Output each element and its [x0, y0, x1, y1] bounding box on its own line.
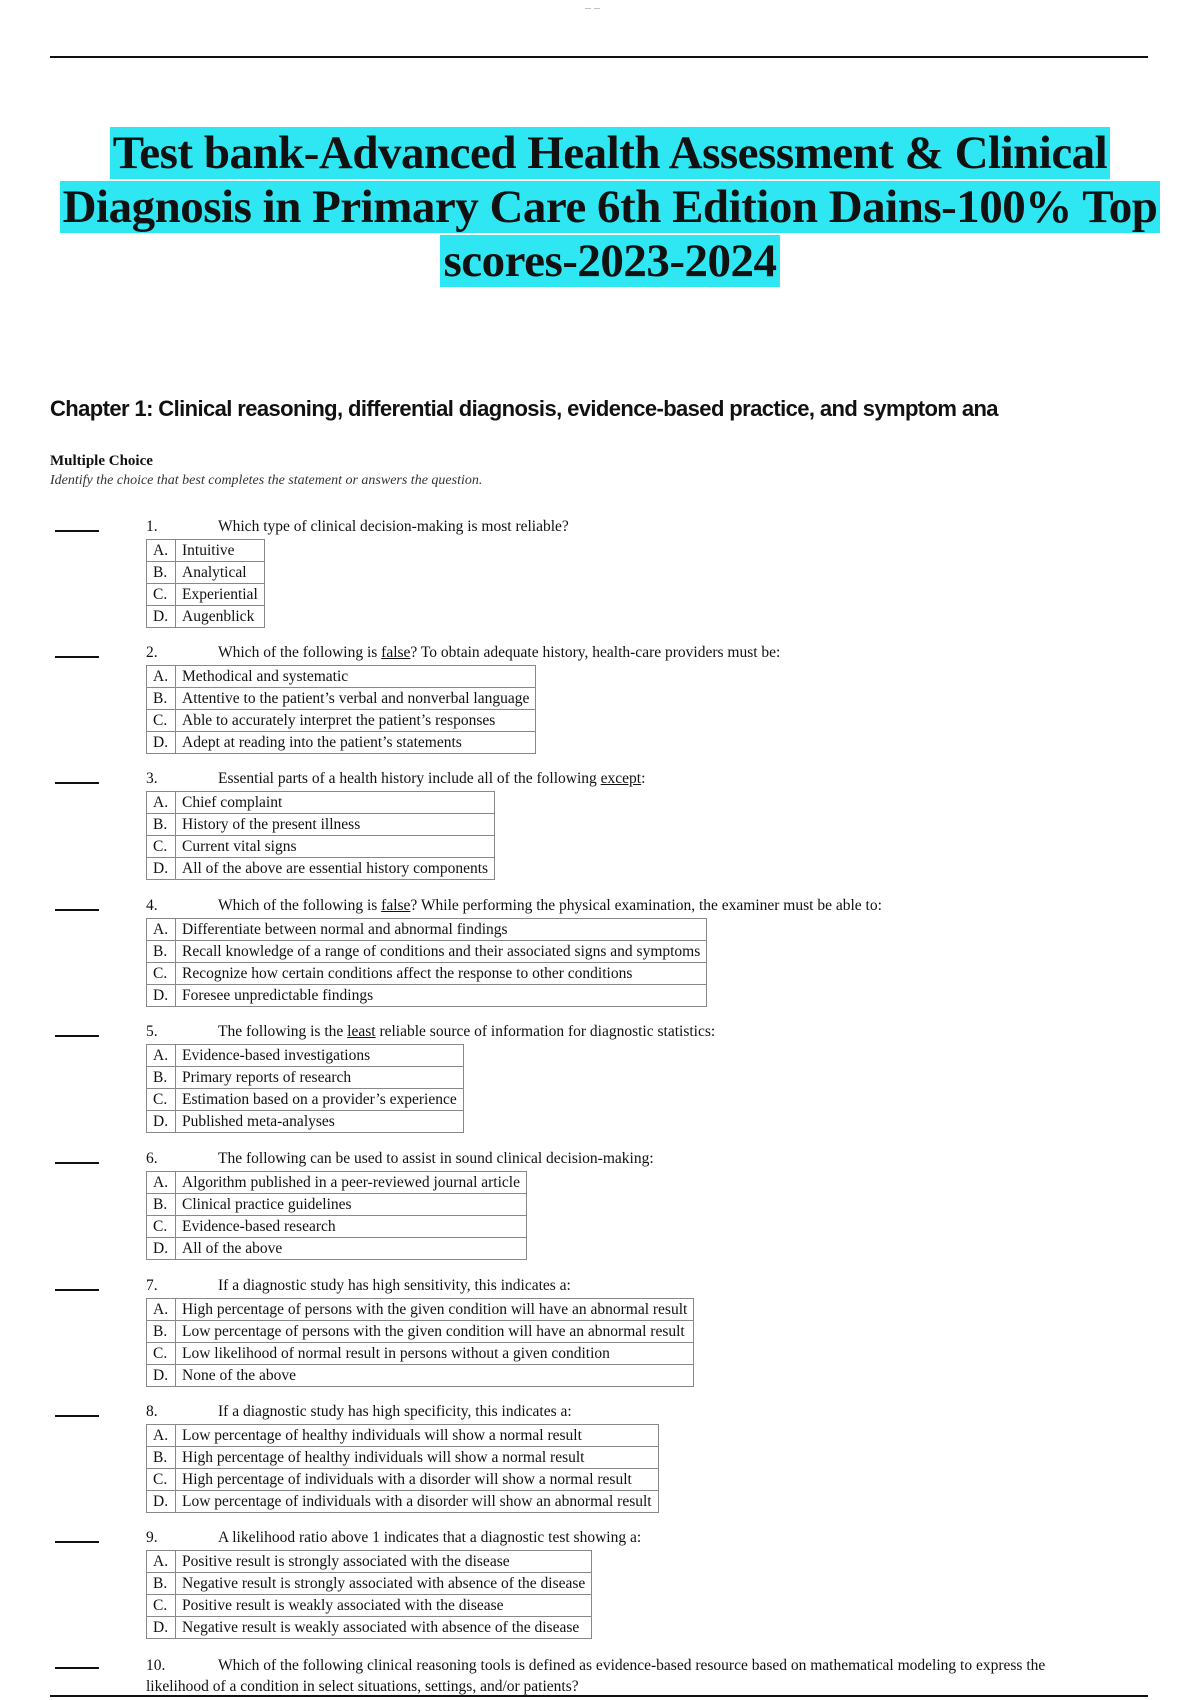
option-row[interactable] — [147, 732, 536, 754]
option-row[interactable] — [147, 1491, 659, 1513]
answer-blank[interactable] — [55, 782, 99, 784]
options-table — [146, 791, 495, 880]
option-text: Positive result is weakly associated with the disease — [176, 1595, 592, 1617]
question-text-part: Which type of clinical decision-making is most reliable? — [218, 518, 569, 535]
option-row[interactable] — [147, 1551, 592, 1573]
option-letter: A. — [147, 792, 176, 814]
title-line-3: scores-2023-2024 — [440, 235, 779, 287]
document-title — [40, 126, 1180, 288]
option-letter: D. — [147, 858, 176, 880]
option-text: Published meta-analyses — [176, 1111, 464, 1133]
option-text: Low percentage of persons with the given condition will have an abnormal result — [176, 1321, 694, 1343]
option-row[interactable] — [147, 963, 707, 985]
option-text: Foresee unpredictable findings — [176, 985, 707, 1007]
emphasis-word: least — [347, 1023, 376, 1040]
question-stem — [146, 518, 569, 536]
options-table — [146, 539, 265, 628]
question-number: 8. — [146, 1403, 158, 1420]
option-text: Current vital signs — [176, 836, 495, 858]
option-row[interactable] — [147, 1111, 464, 1133]
answer-blank[interactable] — [55, 909, 99, 911]
options-table — [146, 1298, 694, 1387]
question-text — [218, 518, 569, 535]
option-letter: B. — [147, 941, 176, 963]
emphasis-word: except — [600, 770, 642, 787]
option-row[interactable] — [147, 710, 536, 732]
option-row[interactable] — [147, 858, 495, 880]
option-letter: A. — [147, 1299, 176, 1321]
option-row[interactable] — [147, 1469, 659, 1491]
option-text: Low percentage of individuals with a disorder will show an abnormal result — [176, 1491, 659, 1513]
option-text: All of the above — [176, 1238, 527, 1260]
options-table — [146, 1424, 659, 1513]
question-text — [218, 1277, 571, 1294]
option-letter: A. — [147, 1172, 176, 1194]
option-text: Estimation based on a provider’s experience — [176, 1089, 464, 1111]
question-number: 6. — [146, 1150, 158, 1167]
option-row[interactable] — [147, 666, 536, 688]
question-number: 1. — [146, 518, 158, 535]
options-table — [146, 1044, 464, 1133]
question-stem — [146, 1277, 571, 1295]
option-row[interactable] — [147, 1045, 464, 1067]
question-text — [218, 1403, 572, 1420]
emphasis-word: false — [381, 644, 411, 661]
question-text-part: Which of the following is — [218, 644, 382, 661]
question-number: 2. — [146, 644, 158, 661]
option-text: Chief complaint — [176, 792, 495, 814]
option-text: Intuitive — [176, 540, 265, 562]
option-row[interactable] — [147, 1216, 527, 1238]
option-row[interactable] — [147, 1238, 527, 1260]
option-letter: C. — [147, 1595, 176, 1617]
question-text — [218, 1529, 641, 1546]
option-text: All of the above are essential history components — [176, 858, 495, 880]
question-text — [218, 897, 882, 914]
question-number: 7. — [146, 1277, 158, 1294]
option-text: High percentage of healthy individuals will show a normal result — [176, 1447, 659, 1469]
option-row[interactable] — [147, 1573, 592, 1595]
option-text: Attentive to the patient’s verbal and nonverbal language — [176, 688, 536, 710]
option-text: Clinical practice guidelines — [176, 1194, 527, 1216]
question-text-part: : — [641, 770, 646, 787]
title-line-1: Test bank-Advanced Health Assessment & Clinical — [110, 127, 1111, 179]
instructions: Identify the choice that best completes the statement or answers the question. — [50, 473, 483, 488]
option-text: Evidence-based investigations — [176, 1045, 464, 1067]
question-text-part: Essential parts of a health history include all of the following — [218, 770, 601, 787]
option-text: Recognize how certain conditions affect the response to other conditions — [176, 963, 707, 985]
option-row[interactable] — [147, 814, 495, 836]
option-letter: D. — [147, 1617, 176, 1639]
options-table — [146, 665, 536, 754]
top-rule — [50, 56, 1148, 58]
option-letter: C. — [147, 836, 176, 858]
option-letter: D. — [147, 985, 176, 1007]
option-letter: D. — [147, 606, 176, 628]
question-stem — [146, 897, 882, 915]
option-row[interactable] — [147, 792, 495, 814]
question-text-part: The following is the — [218, 1023, 348, 1040]
option-letter: C. — [147, 710, 176, 732]
question-number: 3. — [146, 770, 158, 787]
options-table — [146, 1550, 592, 1639]
option-text: Primary reports of research — [176, 1067, 464, 1089]
option-row[interactable] — [147, 1617, 592, 1639]
chapter-heading: Chapter 1: Clinical reasoning, differential diagnosis, evidence-based practice, and symptom ana — [50, 396, 998, 421]
option-row[interactable] — [147, 1595, 592, 1617]
option-row[interactable] — [147, 1425, 659, 1447]
question-text-part: If a diagnostic study has high specificity, this indicates a: — [218, 1403, 572, 1420]
option-row[interactable] — [147, 584, 265, 606]
question-text: Which of the following clinical reasoning tools is defined as evidence-based resource based on mathematical modeling to express the likelihood of a condition in select situations, settings, and/or patients? — [146, 1657, 1046, 1695]
question-text-part: reliable source of information for diagnostic statistics: — [375, 1023, 716, 1040]
option-text: Low likelihood of normal result in persons without a given condition — [176, 1343, 694, 1365]
header-mark: – – — [585, 0, 600, 14]
question-text — [218, 770, 645, 787]
option-letter: D. — [147, 1491, 176, 1513]
question-stem — [146, 1023, 715, 1041]
option-row[interactable] — [147, 606, 265, 628]
option-letter: D. — [147, 1238, 176, 1260]
question-number: 5. — [146, 1023, 158, 1040]
option-letter: C. — [147, 1216, 176, 1238]
question-text-part: The following can be used to assist in sound clinical decision-making: — [218, 1150, 654, 1167]
option-row[interactable] — [147, 985, 707, 1007]
question-text-part: ? While performing the physical examination, the examiner must be able to: — [410, 897, 882, 914]
answer-blank[interactable] — [55, 1035, 99, 1037]
question-text — [218, 1023, 715, 1040]
option-text: Algorithm published in a peer-reviewed journal article — [176, 1172, 527, 1194]
option-letter: A. — [147, 666, 176, 688]
option-row[interactable] — [147, 688, 536, 710]
option-text: Recall knowledge of a range of conditions and their associated signs and symptoms — [176, 941, 707, 963]
question-text-part: A likelihood ratio above 1 indicates that a diagnostic test showing a: — [218, 1529, 642, 1546]
question-text — [218, 644, 780, 661]
option-letter: A. — [147, 1045, 176, 1067]
question-number: 9. — [146, 1529, 158, 1546]
option-row[interactable] — [147, 1299, 694, 1321]
option-text: None of the above — [176, 1365, 694, 1387]
option-letter: A. — [147, 540, 176, 562]
question-stem — [146, 1529, 641, 1547]
option-letter: A. — [147, 919, 176, 941]
question-number: 10. — [146, 1657, 166, 1674]
question-stem — [146, 770, 645, 788]
answer-blank[interactable] — [55, 1415, 99, 1417]
option-letter: B. — [147, 688, 176, 710]
answer-blank[interactable] — [55, 1541, 99, 1543]
option-text: Augenblick — [176, 606, 265, 628]
option-text: History of the present illness — [176, 814, 495, 836]
answer-blank[interactable] — [55, 530, 99, 532]
answer-blank[interactable] — [55, 656, 99, 658]
options-table — [146, 918, 707, 1007]
option-text: Positive result is strongly associated with the disease — [176, 1551, 592, 1573]
option-text: Analytical — [176, 562, 265, 584]
option-text: Methodical and systematic — [176, 666, 536, 688]
option-letter: B. — [147, 562, 176, 584]
question-number: 4. — [146, 897, 158, 914]
answer-blank[interactable] — [55, 1162, 99, 1164]
option-text: Experiential — [176, 584, 265, 606]
option-row[interactable] — [147, 941, 707, 963]
option-text: Adept at reading into the patient’s statements — [176, 732, 536, 754]
option-row[interactable] — [147, 1365, 694, 1387]
answer-blank[interactable] — [55, 1667, 99, 1669]
option-row[interactable] — [147, 1089, 464, 1111]
option-text: Low percentage of healthy individuals will show a normal result — [176, 1425, 659, 1447]
option-row[interactable] — [147, 1194, 527, 1216]
option-letter: A. — [147, 1425, 176, 1447]
option-letter: D. — [147, 732, 176, 754]
option-row[interactable] — [147, 1447, 659, 1469]
options-table — [146, 1171, 527, 1260]
option-text: High percentage of individuals with a disorder will show a normal result — [176, 1469, 659, 1491]
option-row[interactable] — [147, 1172, 527, 1194]
option-letter: B. — [147, 1067, 176, 1089]
option-text: Differentiate between normal and abnormal findings — [176, 919, 707, 941]
option-letter: B. — [147, 1194, 176, 1216]
option-letter: D. — [147, 1111, 176, 1133]
option-row[interactable] — [147, 836, 495, 858]
question-stem — [146, 1403, 572, 1421]
option-letter: B. — [147, 1447, 176, 1469]
question-text — [218, 1150, 654, 1167]
option-row[interactable] — [147, 1321, 694, 1343]
option-text: High percentage of persons with the given condition will have an abnormal result — [176, 1299, 694, 1321]
option-text: Able to accurately interpret the patient’s responses — [176, 710, 536, 732]
option-letter: C. — [147, 1343, 176, 1365]
option-letter: A. — [147, 1551, 176, 1573]
option-letter: B. — [147, 814, 176, 836]
option-letter: B. — [147, 1573, 176, 1595]
question-text-part: Which of the following is — [218, 897, 382, 914]
option-row[interactable] — [147, 540, 265, 562]
option-row[interactable] — [147, 1067, 464, 1089]
option-letter: C. — [147, 1089, 176, 1111]
question-text-part: If a diagnostic study has high sensitivity, this indicates a: — [218, 1277, 571, 1294]
option-letter: C. — [147, 1469, 176, 1491]
section-title: Multiple Choice — [50, 453, 153, 469]
option-row[interactable] — [147, 919, 707, 941]
option-letter: C. — [147, 584, 176, 606]
question-stem — [146, 1655, 1096, 1697]
option-row[interactable] — [147, 562, 265, 584]
option-text: Negative result is strongly associated with absence of the disease — [176, 1573, 592, 1595]
answer-blank[interactable] — [55, 1289, 99, 1291]
question-stem — [146, 1150, 654, 1168]
bottom-rule — [50, 1695, 1148, 1697]
question-text-part: ? To obtain adequate history, health-care providers must be: — [410, 644, 781, 661]
option-text: Evidence-based research — [176, 1216, 527, 1238]
option-letter: B. — [147, 1321, 176, 1343]
question-stem — [146, 644, 780, 662]
option-row[interactable] — [147, 1343, 694, 1365]
option-letter: C. — [147, 963, 176, 985]
title-line-2: Diagnosis in Primary Care 6th Edition Dains-100% Top — [60, 181, 1161, 233]
emphasis-word: false — [381, 897, 411, 914]
option-letter: D. — [147, 1365, 176, 1387]
option-text: Negative result is weakly associated with absence of the disease — [176, 1617, 592, 1639]
